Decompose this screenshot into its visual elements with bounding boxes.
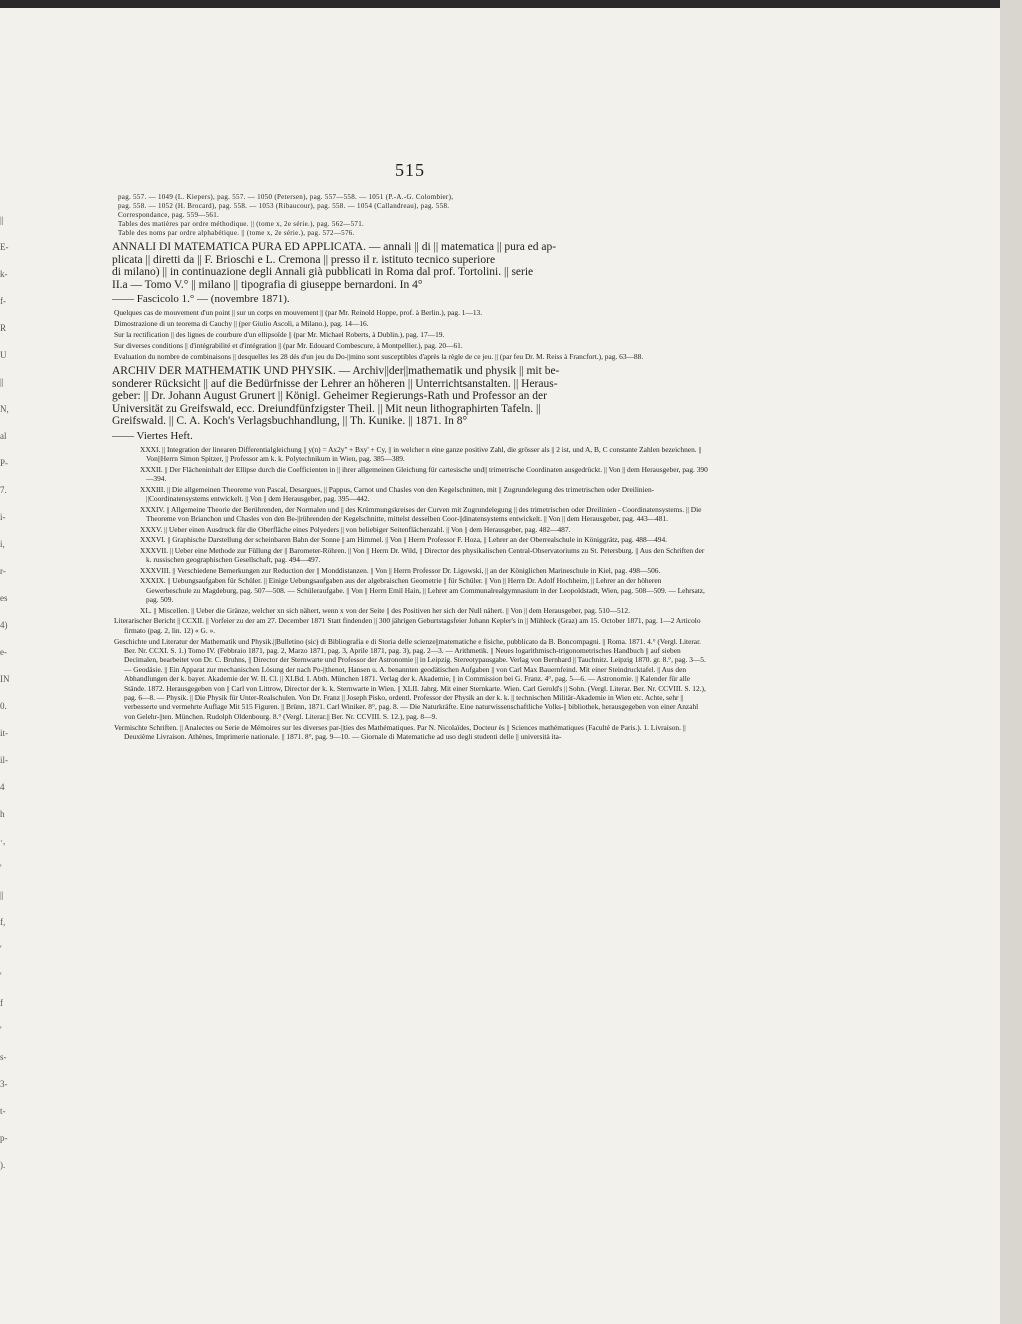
gutter-mark: t- [0, 1106, 6, 1116]
gutter-mark: f- [0, 296, 6, 306]
toc-line: Tables des matières par ordre méthodique. || (tome x, 2e série.), pag. 562—571. [118, 220, 365, 228]
gutter-mark: i, [0, 539, 5, 549]
gutter-mark: 4) [0, 620, 8, 630]
facing-page-edge [1000, 0, 1022, 1324]
toc-line: pag. 557. — 1049 (L. Kiepers), pag. 557. — 1050 (Petersen), pag. 557—558. — 1051 (P.-A.-G. Colombier), [118, 193, 454, 201]
annali-heading-line: ANNALI DI MATEMATICA PURA ED APPLICATA. — annali || di || matematica || pura ed ap- [112, 241, 557, 253]
gutter-mark: ' [0, 863, 2, 873]
article-entry: XXXVII. || Ueber eine Methode zur Füllung der || Barometer-Röhren. || Von || Herrn Dr. Wild, || Director des physikalischen Central-Observatoriums zu St. Petersburg. || Aus den Schriften der k. russischen geographischen Gesellschaft, pag. 494—497. [140, 545, 705, 565]
gutter-mark: P- [0, 458, 9, 468]
fascicolo-label: —— Fascicolo 1.° — (novembre 1871). [112, 293, 290, 305]
article-entry: XXXIII. || Die allgemeinen Theoreme von Pascal, Desargues, || Pappus, Carnot und Chasles von den Kegelschnitten, mit || Zugrundelegung des trimetrischen oder Dreilinien-||Coordinatensystems entwickelt. || Von || dem Herausgeber, pag. 395—442. [140, 484, 655, 503]
gutter-mark: || [0, 215, 4, 225]
gutter-mark: f, [0, 917, 6, 927]
gutter-mark: IN [0, 674, 10, 684]
archiv-heading-line: ARCHIV DER MATHEMATIK UND PHYSIK. — Archiv||der||mathematik und physik || mit be- [112, 365, 560, 378]
gutter-mark: i- [0, 512, 6, 522]
toc-line: Correspondance, pag. 559—561. [118, 211, 220, 219]
gutter-mark: ' [0, 944, 2, 954]
gutter-mark: k- [0, 269, 8, 279]
gutter-mark: r- [0, 566, 6, 576]
bibliography-entry: Geschichte und Literatur der Mathematik und Physik.||Bulletino (sic) di Bibliografia e di Storia delle scienze||matematiche e fisiche, pubblicato da B. Boncompagni. || Roma. 1871. 4.° (Vergl. Literar. Ber. Nr. CCXI. S. 1.) Tomo IV. (Febbraio 1871, pag. 2, Marzo 1871, pag. 3, Aprile 1871, pag. 3), pag. 2—3. — Arithmetik. || Neues logarithmisch-trigonometrisches Handbuch || auf sieben Decimalen, bearbeitet von Dr. C. Bruhns, || Director der Sternwarte und Professor der Astronomie || in Leipzig. Stereotypausgabe. Verlag von Bernhard || Tauchnitz. Leipzig 1870. gr. 8.°, pag. 3—5. — Geodäsie. || Ein Apparat zur mechanischen Lösung der nach Po-||thenot, Hansen u. A. benannten geodätischen Aufgaben || von Carl Max Bauernfeind. Mit einer Steindrucktafel. || Aus den Abhandlungen der k. bayer. Akademie der W. II. Cl. || XI.Bd. I. Abth. München 1871. Verlag der k. Akademie, || in Commission bei G. Franz. 4°, pag. 5—6. — Astronomie. || Kalender für alle Stände. 1872. Herausgegeben von || Carl von Littrow, Director der k. k. Sternwarte in Wien. || XLII. Jahrg. Mit einer Sternkarte. Wien. Carl Gerold's || Sohn. (Vergl. Literar. Ber. Nr. CCVIII. S. 12.), pag. 6—8. — Physik. || Die Physik für Unter-Realschulen. Von Dr. Franz || Joseph Pisko, ordentl. Professor der Physik an der k. k. || technischen Militär-Akademie in Wien etc. Achte, sehr || verbesserte und vermehrte Auflage Mit 515 Figuren. || Brünn, 1871. Carl Winiker. 8°, pag. 8. — Die Naturkräfte. Eine naturwissenschaftliche Volks-|| bibliothek, herausgegeben von einer Anzahl von Gelehr-||ten. München. Rudolph Oldenbourg. 8.° (Vergl. Literar.|| Ber. Nr. CCVIII. S. 12.), pag. 8—9. [114, 636, 706, 721]
archiv-entry [112, 365, 708, 742]
article-entry: XXXVI. || Graphische Darstellung der scheinbaren Bahn der Sonne || am Himmel. || Von || Herrn Professor F. Hoza, || Lehrer an der Oberrealschule in Königgrätz, pag. 488—494. [140, 535, 668, 545]
archiv-heading-line: Universität zu Greifswald, ecc. Dreiundfünfzigster Theil. || Mit neun lithographirten Tafeln. || [112, 402, 541, 415]
article-entry: XXXVIII. || Verschiedene Bemerkungen zur Reduction der || Monddistanzen. || Von || Herrn Professor Dr. Ligowski, || an der Königlichen Marineschule in Kiel, pag. 498—506. [140, 565, 661, 575]
page-number: 515 [395, 160, 425, 180]
annali-heading-line: di milano) || in continuazione degli Annali già pubblicati in Roma dal prof. Tortolini. || serie [112, 266, 534, 278]
gutter-mark: 3- [0, 1079, 8, 1089]
gutter-mark: s- [0, 1052, 7, 1062]
archiv-heading-line: sonderer Rücksicht || auf die Bedürfnisse der Lehrer an höheren || Unterrichtsanstalten. || Heraus- [112, 377, 558, 390]
gutter-mark: R [0, 323, 7, 333]
gutter-mark: it- [0, 728, 8, 738]
archiv-heading-line: geber: || Dr. Johann August Grunert || Königl. Geheimer Regierungs-Rath und Professor an der [112, 390, 547, 403]
gutter-mark: e- [0, 647, 7, 657]
gutter-mark: U [0, 350, 7, 360]
gutter-mark: il- [0, 755, 8, 765]
gutter-mark: ·, [0, 836, 6, 846]
article-entry: Sur la rectification || des lignes de courbure d'un ellipsoïde || (par Mr. Michael Roberts, à Dublin.), pag. 17—19. [114, 329, 445, 339]
article-entry: Evaluation du nombre de combinaisons || desquelles les 28 dés d'un jeu du Do-||mino sont susceptibles d'après la règle de ce jeu. || (par feu Dr. M. Reiss à Francfort.), pag. 63—88. [114, 351, 644, 361]
gutter-mark: p- [0, 1133, 8, 1143]
annali-entry [112, 241, 708, 361]
scan-edge [0, 0, 1022, 8]
annali-heading-line: plicata || diretti da || F. Brioschi e L. Cremona || presso il r. istituto tecnico superiore [112, 253, 496, 266]
article-entry: Sur diverses conditions || d'intégrabilité et d'intégration || (par Mr. Edouard Combescure, à Montpellier.), pag. 20—61. [114, 340, 463, 350]
article-entry: Dimostrazione di un teorema di Cauchy || (per Giulio Ascoli, a Milano.), pag. 14—16. [114, 318, 369, 328]
gutter-mark: 0. [0, 701, 7, 711]
article-entry: XXXII. || Der Flächeninhalt der Ellipse durch die Coefficienten in || ihrer allgemeinen Gleichung für cartesische und|| trimetrische Coordinaten ausgedrückt. || Von || dem Herausgeber, pag. 390—394. [140, 464, 708, 483]
article-entry: XXXI. || Integration der linearen Differentialgleichung || y(n) = Ax2y'' + Bxy' + Cy, || in welcher n eine ganze positive Zahl, die grösser als || 2 ist, und A, B, C constante Zahlen bezeichnen. || Von||Herrn Simon Spitzer, || Professor am k. k. Polytechnikum in Wien, pag. 385—389. [140, 444, 702, 463]
toc-line: pag. 558. — 1052 (H. Brocard), pag. 558. — 1053 (Ribaucour), pag. 558. — 1054 (Callandreau), pag. 558. [118, 202, 450, 210]
article-entry: XXXIX. || Uebungsaufgaben für Schüler. || Einige Uebungsaufgaben aus der algebraischen Geometrie || für Schüler. || Von || Herrn Dr. Adolf Hochheim, || Lehrer an der höheren Gewerbeschule zu Magdeburg, pag. 507—508. — Schüleraufgabe. || Von || Herrn Emil Hain, || Lehrer am Communalrealgymnasium in der Leopoldstadt, Wien, pag. 508—509. — Lehrsatz, pag. 509. [140, 576, 705, 605]
gutter-mark: ). [0, 1160, 6, 1170]
archiv-heading-line: Greifswald. || C. A. Koch's Verlagsbuchhandlung, || Th. Kunike. || 1871. In 8° [112, 415, 468, 428]
article-entry: XL. || Miscellen. || Ueber die Gränze, welcher xn sich nähert, wenn x von der Seite || des Positiven her sich der Null nähert. || Von || dem Herausgeber, pag. 510—512. [140, 605, 630, 615]
gutter-mark: ' [0, 1025, 2, 1035]
annali-heading-line: II.a — Tomo V.° || milano || tipografia di giuseppe bernardoni. In 4° [112, 278, 423, 291]
gutter-mark: ' [0, 971, 2, 981]
binding-gutter [0, 0, 16, 1324]
gutter-mark: 7. [0, 485, 7, 495]
toc-line: Table des noms par ordre alphabétique. || (tome x, 2e série.), pag. 572—576. [118, 229, 355, 237]
bibliography-entry: Vermischte Schriften. || Analectes ou Serie de Mémoires sur les diverses par-||ties des Mathématiques. Par N. Nicolaïdes, Docteur ès || Sciences mathématiques (Faculté de Paris.). 1. Livraison. || Deuxième Livraison. Athènes, Imprimerie nationale. || 1871. 8°, pag. 9—10. — Giornale di Matematiche ad uso degli studenti delle || università ita- [114, 722, 686, 742]
heft-label: —— Viertes Heft. [112, 429, 193, 442]
gutter-mark: E- [0, 242, 9, 252]
gutter-mark: || [0, 890, 4, 900]
gutter-mark: 4 [0, 782, 5, 792]
page-content [112, 160, 708, 743]
gutter-mark: al [0, 431, 7, 441]
gutter-mark: es [0, 593, 8, 603]
gutter-mark: N, [0, 404, 9, 414]
article-entry: XXXV. || Ueber einen Ausdruck für die Oberfläche eines Polyeders || von beliebiger Seitenflächenzahl. || Von || dem Herausgeber, pag. 482—487. [140, 524, 571, 534]
bibliography-entry: Literarischer Bericht || CCXII. || Vorfeier zu der am 27. December 1871 Statt findenden || 300 jährigen Geburtstagsfeier Johann Kepler's in || Mühleck (Graz) am 15. October 1871, pag. 1—2 Articolo firmato (pag. 2, lin. 12) « G. ». [114, 616, 701, 635]
article-entry: Quelques cas de mouvement d'un point || sur un corps en mouvement || (par Mr. Reinold Hoppe, prof. à Berlin.), pag. 1—13. [114, 308, 483, 317]
article-entry: XXXIV. || Allgemeine Theorie der Berührenden, der Normalen und || des Krümmungskreises der Curven mit Zugrundelegung || des trimetrischen oder Dreilinien - Coordinatensystems. || Die Theoreme von Brianchon und Chasles von den Be-||rührenden der Kegelschnitte, mittelst desselben Coor-||dinatensystems entwickelt. || Von || dem Herausgeber, pag. 443—481. [140, 504, 702, 523]
gutter-mark: h [0, 809, 5, 819]
gutter-mark: f [0, 998, 3, 1008]
gutter-mark: || [0, 377, 4, 387]
